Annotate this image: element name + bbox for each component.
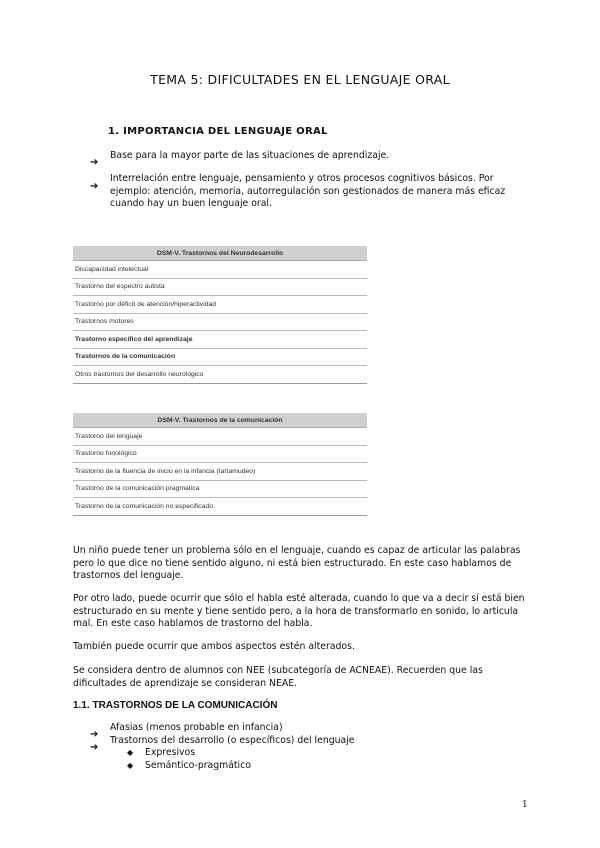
arrow-bullet-icon: ➔	[90, 729, 99, 740]
table-row: Trastorno específico del aprendizaje	[73, 331, 367, 349]
table-row: Trastornos de la comunicación	[73, 348, 367, 366]
dsm-comunicacion-table	[73, 413, 367, 516]
page-number: 1	[522, 800, 528, 810]
paragraph-line: También puede ocurrir que ambos aspectos estén alterados.	[73, 641, 355, 652]
paragraph	[73, 665, 543, 690]
page-title: TEMA 5: DIFICULTADES EN EL LENGUAJE ORAL	[150, 72, 450, 87]
dsm-neurodesarrollo-table	[73, 246, 367, 384]
arrow-bullet-icon: ➔	[90, 742, 99, 753]
paragraph	[73, 593, 543, 631]
bullet-item	[110, 150, 389, 163]
paragraph-line: estructurado en su mente y tiene sentido pero, a la hora de transformarlo en sonido, lo articula	[73, 605, 519, 617]
bullet-item: Afasias (menos probable en infancia)	[110, 722, 283, 733]
table-row: Trastorno del espectro autista	[73, 278, 367, 296]
arrow-bullet-icon: ➔	[90, 157, 99, 168]
paragraph-line: Por otro lado, puede ocurrir que sólo el habla esté alterada, cuando lo que va a decir sí está bien	[73, 593, 525, 604]
paragraph	[73, 641, 543, 654]
diamond-bullet-icon: ◆	[127, 748, 134, 757]
table-row: Trastorno de la comunicación no especificado.	[73, 498, 367, 516]
table-row: Otros trastornos del desarrollo neurológico	[73, 366, 367, 384]
paragraph-line: dificultades de aprendizaje se consideran NEAE.	[73, 677, 298, 689]
sub-bullet-item: Expresivos	[145, 747, 196, 758]
arrow-bullet-icon: ➔	[90, 181, 99, 192]
section-heading-trastornos-comunicacion: 1.1. TRASTORNOS DE LA COMUNICACIÓN	[73, 700, 278, 711]
table-header: DSM-V. Trastornos de la comunicación	[73, 413, 367, 428]
diamond-bullet-icon: ◆	[127, 761, 134, 770]
bullet-line: Interrelación entre lenguaje, pensamiento y otros procesos cognitivos básicos. Por	[110, 173, 494, 184]
paragraph-line: pero lo que dice no tiene sentido alguno, ni está bien estructurado. En este caso hablamos de	[73, 557, 512, 569]
bullet-item: Trastornos del desarrollo (o específicos) del lenguaje	[110, 735, 355, 746]
bullet-line: Base para la mayor parte de las situaciones de aprendizaje.	[110, 150, 390, 161]
table-row: Trastorno por déficit de atención/hiperactividad	[73, 296, 367, 314]
sub-bullet-item: Semántico-pragmático	[145, 760, 251, 771]
table-row: Trastorno de la fluencia de inicio en la infancia (tartamudeo)	[73, 463, 367, 481]
table-header: DSM-V. Trastornos del Neurodesarrollo	[73, 246, 367, 261]
table-row: Discapacidad intelectual	[73, 261, 367, 279]
paragraph-line: Un niño puede tener un problema sólo en el lenguaje, cuando es capaz de articular las palabras	[73, 545, 521, 556]
paragraph-line: trastornos del lenguaje.	[73, 570, 184, 582]
table-row: Trastorno fonológico	[73, 445, 367, 463]
bullet-item	[110, 173, 530, 211]
table-row: Trastorno del lenguaje	[73, 428, 367, 446]
bullet-line: ejemplo: atención, memoria, autorregulación son gestionados de manera más eficaz	[110, 185, 506, 197]
paragraph-line: mal. En este caso hablamos de trastorno del habla.	[73, 618, 313, 630]
table-row: Trastornos motores	[73, 313, 367, 331]
paragraph	[73, 545, 543, 583]
table-row: Trastorno de la comunicación pragmática	[73, 480, 367, 498]
paragraph-line: Se considera dentro de alumnos con NEE (subcategoría de ACNEAE). Recuerden que las	[73, 665, 483, 676]
section-heading-importancia: 1. IMPORTANCIA DEL LENGUAJE ORAL	[108, 126, 328, 137]
bullet-line: cuando hay un buen lenguaje oral.	[110, 198, 272, 210]
